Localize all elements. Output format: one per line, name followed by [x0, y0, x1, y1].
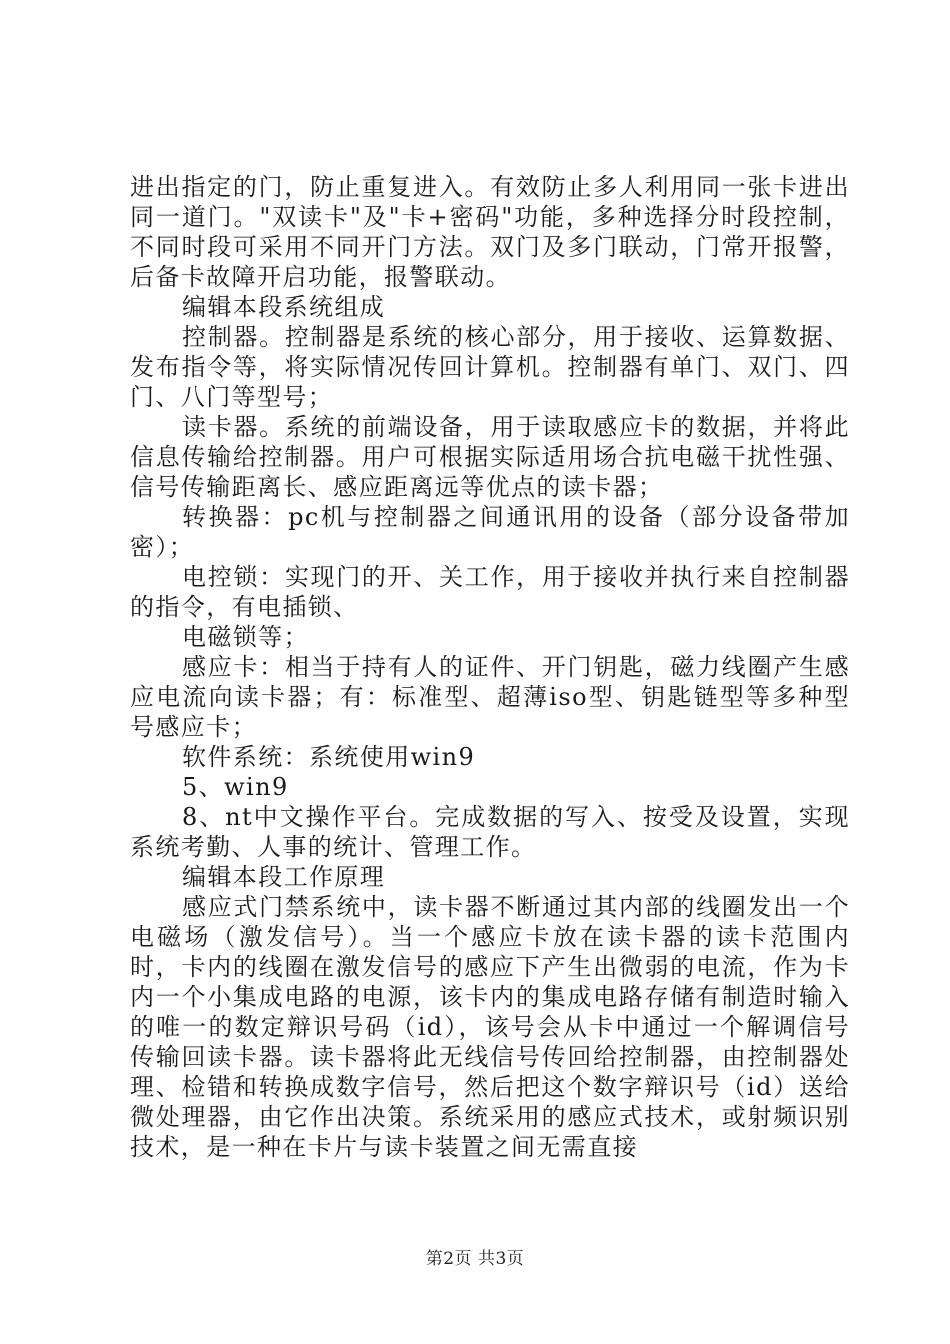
paragraph: 5、win9 — [182, 773, 289, 801]
section-heading: 编辑本段工作原理 — [182, 863, 386, 891]
paragraph: 感应式门禁系统中，读卡器不断通过其内部的线圈发出一个电磁场（激发信号）。当一个感应卡放在读卡器的读卡范围内时，卡内的线圈在激发信号的感应下产生出微弱的电流，作为卡内一个小集成电路的电源，该卡内的集成电路存储有制造时输入的唯一的数定辩识号码（id），该号会从卡中通过一个解调信号传输回读卡器。读卡器将此无线信号传回给控制器，由控制器处理、检错和转换成数字信号，然后把这个数字辩识号（id）送给微处理器，由它作出决策。系统采用的感应式技术，或射频识别技术，是一种在卡片与读卡装置之间无需直接 — [130, 893, 850, 1161]
paragraph: 电磁锁等； — [182, 623, 309, 651]
paragraph: 转换器：pc机与控制器之间通讯用的设备（部分设备带加密）； — [130, 503, 850, 561]
paragraph: 8、nt中文操作平台。完成数据的写入、按受及设置，实现系统考勤、人事的统计、管理工作。 — [130, 803, 850, 861]
paragraph: 电控锁：实现门的开、关工作，用于接收并执行来自控制器的指令，有电插锁、 — [130, 563, 850, 621]
document-body — [130, 172, 850, 1162]
paragraph: 控制器。控制器是系统的核心部分，用于接收、运算数据、发布指令等，将实际情况传回计算机。控制器有单门、双门、四门、八门等型号； — [130, 323, 850, 411]
page-number-footer: 第2页 共3页 — [425, 1249, 525, 1269]
paragraph: 软件系统：系统使用win9 — [182, 743, 476, 771]
paragraph: 读卡器。系统的前端设备，用于读取感应卡的数据，并将此信息传输给控制器。用户可根据实际适用场合抗电磁干扰性强、信号传输距离长、感应距离远等优点的读卡器； — [130, 413, 850, 501]
paragraph: 进出指定的门，防止重复进入。有效防止多人利用同一张卡进出同一道门。"双读卡"及"卡+密码"功能，多种选择分时段控制，不同时段可采用不同开门方法。双门及多门联动，门常开报警，后备卡故障开启功能，报警联动。 — [130, 173, 850, 291]
paragraph: 感应卡：相当于持有人的证件、开门钥匙，磁力线圈产生感应电流向读卡器；有：标准型、超薄iso型、钥匙链型等多种型号感应卡； — [130, 653, 850, 741]
section-heading: 编辑本段系统组成 — [182, 293, 386, 321]
